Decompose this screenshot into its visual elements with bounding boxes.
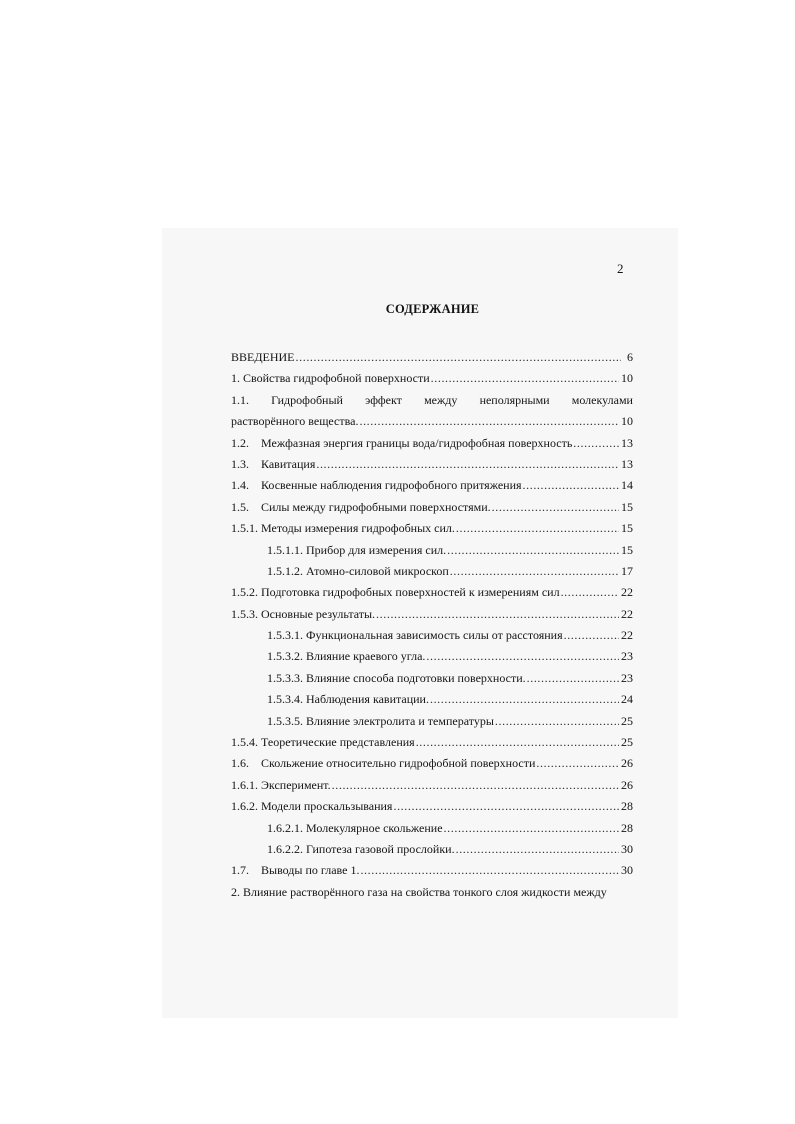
- dot-leader: [492, 497, 619, 518]
- dot-leader: [523, 475, 619, 496]
- toc-entry-page: 17: [621, 563, 633, 578]
- toc-entry-text: Межфазная энергия границы вода/гидрофобная поверхность: [261, 435, 573, 450]
- toc-entry[interactable]: [231, 689, 633, 710]
- dot-leader: [456, 839, 619, 860]
- toc-entry[interactable]: [231, 625, 633, 646]
- toc-entry[interactable]: [231, 882, 633, 903]
- dot-leader: [360, 860, 619, 881]
- toc-entry-text: Свойства гидрофобной поверхности: [243, 371, 430, 386]
- table-of-contents: [231, 347, 633, 903]
- toc-entry-page: 22: [621, 606, 633, 621]
- toc-entry-page: 13: [621, 435, 633, 450]
- toc-entry-text: Влияние способа подготовки поверхности.: [306, 670, 526, 685]
- dot-leader: [564, 625, 619, 646]
- toc-word: эффект: [365, 392, 402, 407]
- toc-entry-page: 25: [621, 735, 633, 750]
- toc-entry[interactable]: [231, 604, 633, 625]
- dot-leader: [316, 454, 619, 475]
- page-title: СОДЕРЖАНИЕ: [385, 302, 480, 316]
- dot-leader: [296, 347, 621, 368]
- toc-entry-page: 30: [621, 841, 633, 856]
- toc-entry-text: Основные результаты.: [261, 606, 376, 621]
- toc-entry-number: 1.5.3.: [231, 606, 258, 621]
- toc-entry-text: Гипотеза газовой прослойки.: [306, 841, 455, 856]
- toc-entry-number: 1.6.1.: [231, 777, 258, 792]
- toc-entry-page: 22: [621, 628, 633, 643]
- toc-entry[interactable]: [231, 582, 633, 603]
- toc-entry-number: 1.6.: [231, 756, 249, 771]
- page-number: 2: [617, 261, 624, 276]
- toc-entry-text: Скольжение относительно гидрофобной поверхности: [261, 756, 536, 771]
- dot-leader: [393, 796, 619, 817]
- toc-entry-text: Молекулярное скольжение: [306, 820, 443, 835]
- toc-entry-number: 1.5.1.2.: [267, 563, 303, 578]
- toc-entry[interactable]: [231, 518, 633, 539]
- dot-leader: [450, 561, 619, 582]
- toc-entry[interactable]: [231, 540, 633, 561]
- toc-entry-number: 1.7.: [231, 863, 249, 878]
- toc-entry-page: 15: [621, 542, 633, 557]
- toc-entry-page: 23: [621, 670, 633, 685]
- toc-entry[interactable]: [231, 796, 633, 817]
- toc-entry[interactable]: [231, 860, 633, 881]
- toc-entry-number: 1.5.3.4.: [267, 692, 303, 707]
- toc-entry[interactable]: [231, 646, 633, 667]
- toc-entry-page: 23: [621, 649, 633, 664]
- dot-leader: [430, 689, 619, 710]
- toc-entry-number: 1.6.2.2.: [267, 841, 303, 856]
- dot-leader: [495, 711, 619, 732]
- toc-entry-text: Модели проскальзывания: [261, 799, 393, 814]
- toc-entry[interactable]: [231, 368, 633, 389]
- toc-entry-number: 1.5.3.1.: [267, 628, 303, 643]
- toc-entry-text: Эксперимент.: [261, 777, 331, 792]
- toc-entry-justified-line[interactable]: [231, 390, 633, 411]
- toc-word: молекулами: [571, 392, 633, 407]
- toc-entry-page: 15: [621, 499, 633, 514]
- dot-leader: [332, 775, 619, 796]
- toc-entry[interactable]: [231, 839, 633, 860]
- toc-entry-page: 24: [621, 692, 633, 707]
- toc-entry-text: Функциональная зависимость силы от расстояния: [306, 628, 563, 643]
- toc-entry-text: Подготовка гидрофобных поверхностей к измерениям сил: [261, 585, 560, 600]
- toc-entry-page: 10: [621, 414, 633, 429]
- toc-entry[interactable]: [231, 753, 633, 774]
- toc-entry-page: 26: [621, 756, 633, 771]
- toc-entry-page: 15: [621, 521, 633, 536]
- dot-leader: [536, 753, 619, 774]
- toc-word: между: [424, 392, 458, 407]
- dot-leader: [431, 368, 619, 389]
- toc-entry-page: 14: [621, 478, 633, 493]
- toc-entry-text: Теоретические представления: [261, 735, 415, 750]
- toc-entry-number: 1.5.4.: [231, 735, 258, 750]
- toc-entry-text: Наблюдения кавитации.: [306, 692, 429, 707]
- toc-entry[interactable]: [231, 561, 633, 582]
- dot-leader: [447, 540, 619, 561]
- toc-entry-number: 1.: [231, 371, 240, 386]
- toc-entry-number: 1.5.2.: [231, 585, 258, 600]
- toc-entry[interactable]: [231, 454, 633, 475]
- toc-entry[interactable]: [231, 433, 633, 454]
- dot-leader: [456, 518, 619, 539]
- toc-entry-number: 1.3.: [231, 456, 249, 471]
- dot-leader: [561, 582, 619, 603]
- toc-entry[interactable]: [231, 347, 633, 368]
- toc-entry-page: 28: [621, 799, 633, 814]
- toc-entry-page: 13: [621, 456, 633, 471]
- toc-entry[interactable]: [231, 711, 633, 732]
- toc-entry[interactable]: [231, 775, 633, 796]
- dot-leader: [573, 433, 619, 454]
- toc-entry-number: 1.6.2.: [231, 799, 258, 814]
- toc-entry-number: 1.1.: [231, 392, 249, 407]
- toc-entry-number: 1.4.: [231, 478, 249, 493]
- toc-entry-page: 30: [621, 863, 633, 878]
- toc-entry-text: 2. Влияние растворённого газа на свойства тонкого слоя жидкости между: [231, 884, 607, 899]
- toc-entry-text: Влияние электролита и температуры: [306, 713, 494, 728]
- toc-entry-number: 1.5.3.3.: [267, 670, 303, 685]
- toc-entry-text: Силы между гидрофобными поверхностями.: [261, 499, 491, 514]
- toc-entry-text: Влияние краевого угла.: [306, 649, 426, 664]
- toc-entry-number: 1.5.3.2.: [267, 649, 303, 664]
- toc-entry-text: Выводы по главе 1.: [261, 863, 360, 878]
- toc-entry-number: 1.5.: [231, 499, 249, 514]
- toc-entry-number: 1.5.1.1.: [267, 542, 303, 557]
- toc-entry-continuation[interactable]: [231, 411, 633, 432]
- toc-entry-page: 25: [621, 713, 633, 728]
- toc-entry-number: 1.6.2.1.: [267, 820, 303, 835]
- toc-entry-text: ВВЕДЕНИЕ: [231, 350, 295, 364]
- toc-entry-text: Методы измерения гидрофобных сил.: [261, 521, 455, 536]
- toc-entry-page: 22: [621, 585, 633, 600]
- toc-entry[interactable]: [231, 732, 633, 753]
- dot-leader: [527, 668, 619, 689]
- toc-entry-text: Косвенные наблюдения гидрофобного притяжения: [261, 478, 522, 493]
- toc-entry-page: 6: [627, 350, 633, 364]
- toc-entry-text: Прибор для измерения сил.: [306, 542, 447, 557]
- toc-entry-number: 1.5.3.5.: [267, 713, 303, 728]
- toc-entry-page: 28: [621, 820, 633, 835]
- dot-leader: [426, 646, 619, 667]
- toc-word: неполярными: [479, 392, 550, 407]
- toc-entry-text: растворённого вещества.: [231, 414, 359, 429]
- toc-word: Гидрофобный: [271, 392, 343, 407]
- toc-entry-page: 26: [621, 777, 633, 792]
- toc-entry-number: 1.5.1.: [231, 521, 258, 536]
- toc-entry[interactable]: [231, 668, 633, 689]
- toc-entry-text: Кавитация: [261, 456, 316, 471]
- dot-leader: [376, 604, 619, 625]
- toc-entry-number: 1.2.: [231, 435, 249, 450]
- dot-leader: [444, 818, 619, 839]
- dot-leader: [416, 732, 619, 753]
- dot-leader: [359, 411, 619, 432]
- toc-entry-page: 10: [621, 371, 633, 386]
- toc-entry[interactable]: [231, 818, 633, 839]
- toc-entry[interactable]: [231, 497, 633, 518]
- toc-entry-text: Атомно-силовой микроскоп: [306, 563, 449, 578]
- toc-entry[interactable]: [231, 475, 633, 496]
